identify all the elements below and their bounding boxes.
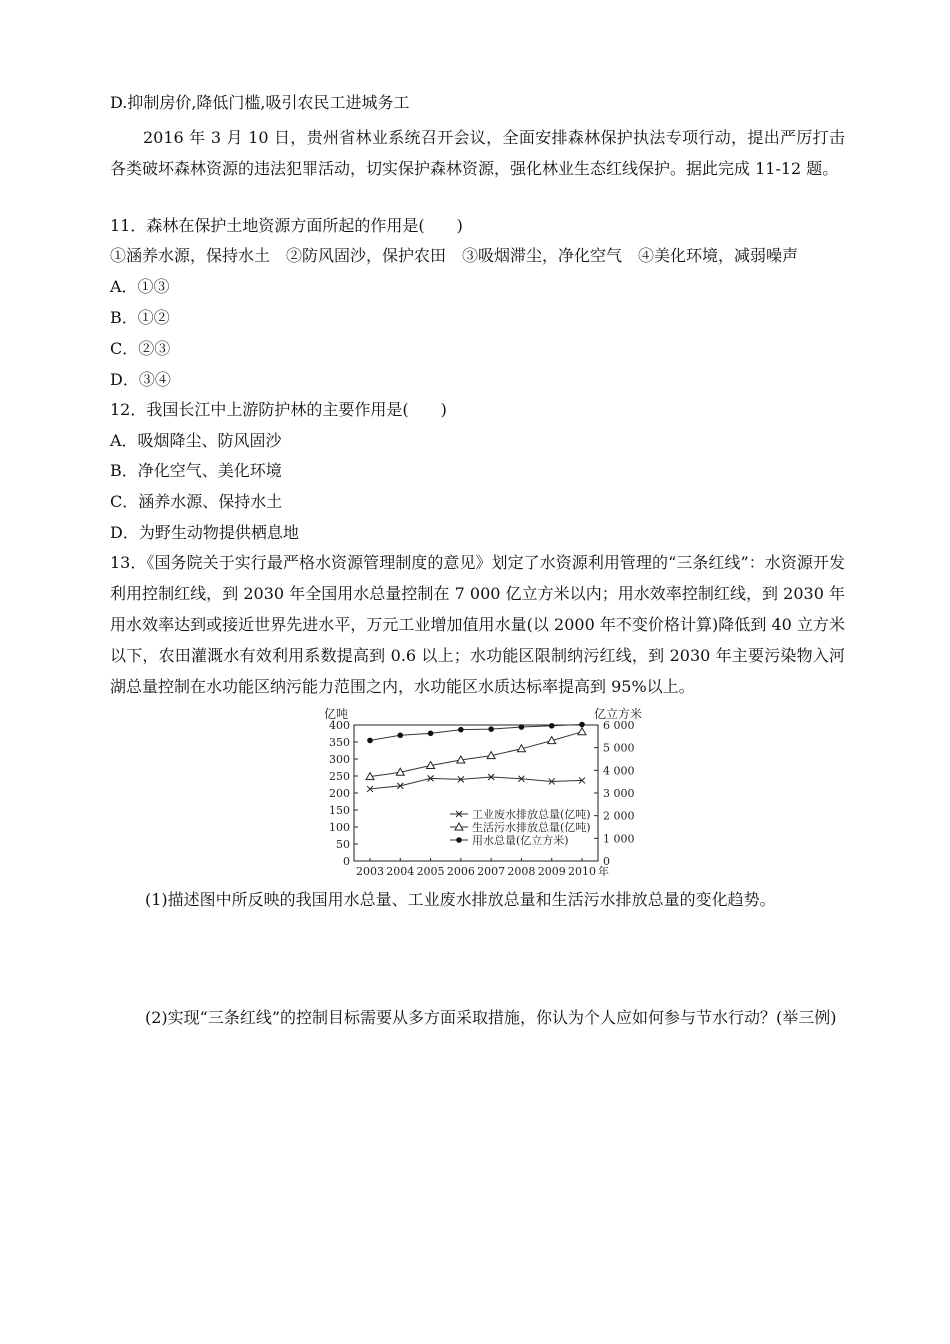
left-tick-label: 350 (329, 736, 350, 749)
q10-option-d: D.抑制房价,降低门槛,吸引农民工进城务工 (110, 93, 410, 112)
q11-stem: 11．森林在保护土地资源方面所起的作用是( ) (110, 216, 463, 235)
q12-option-c: C．涵养水源、保持水土 (110, 492, 283, 511)
q11-option-d: D．③④ (110, 370, 171, 389)
x-tick-label: 2004 (386, 865, 415, 878)
q12-option-d: D．为野生动物提供栖息地 (110, 523, 299, 542)
water-usage-chart (322, 706, 662, 878)
series-3-point (367, 738, 373, 744)
x-tick-label: 2006 (446, 865, 475, 878)
left-tick-label: 0 (343, 855, 350, 868)
x-tick-label: 2005 (416, 865, 445, 878)
q11-statements: ①涵养水源，保持水土 ②防风固沙，保护农田 ③吸烟滞尘，净化空气 ④美化环境，减弱噪声 (110, 246, 799, 265)
right-tick-label: 1 000 (603, 832, 635, 846)
q11-option-c: C．②③ (110, 339, 171, 358)
right-tick-label: 2 000 (603, 809, 635, 823)
series-3-point (397, 732, 403, 738)
series-3-point (579, 722, 585, 728)
left-tick-label: 200 (329, 787, 350, 800)
left-tick-label: 250 (329, 770, 350, 783)
right-tick-label: 3 000 (603, 787, 635, 800)
series-2-point (578, 728, 586, 735)
series-3-point (428, 731, 434, 737)
q12-option-b: B．净化空气、美化环境 (110, 461, 282, 480)
right-tick-label: 5 000 (603, 741, 635, 755)
right-tick-label: 4 000 (603, 764, 635, 778)
q12-option-a: A．吸烟降尘、防风固沙 (110, 431, 282, 450)
x-tick-label: 2008 (507, 865, 536, 878)
x-tick-label: 2009 (537, 865, 566, 878)
left-axis-title: 亿吨 (324, 707, 349, 721)
q13-sub1: (1)描述图中所反映的我国用水总量、工业废水排放总量和生活污水排放总量的变化趋势。 (145, 890, 776, 909)
q12-stem: 12．我国长江中上游防护林的主要作用是( ) (110, 400, 447, 419)
x-tick-label: 2003 (356, 865, 384, 878)
legend-label: 工业废水排放总量(亿吨) (472, 808, 591, 821)
q11-option-a: A．①③ (110, 277, 170, 296)
intro-paragraph: 2016 年 3 月 10 日，贵州省林业系统召开会议，全面安排森林保护执法专项行动，提出严厉打击各类破坏森林资源的违法犯罪活动，切实保护森林资源，强化林业生态红线保护。据此完成 11-12 题。 (110, 128, 845, 178)
q13-sub2: (2)实现“三条红线”的控制目标需要从多方面采取措施，你认为个人应如何参与节水行动？(举三例) (145, 1008, 837, 1027)
left-tick-label: 300 (329, 753, 350, 766)
legend-label: 生活污水排放总量(亿吨) (472, 821, 591, 834)
left-tick-label: 100 (329, 821, 350, 834)
x-tick-label: 2007 (477, 865, 506, 878)
series-3-point (549, 723, 555, 729)
series-3-point (519, 724, 525, 730)
x-axis-suffix: 年 (598, 865, 609, 878)
legend-label: 用水总量(亿立方米) (472, 834, 569, 847)
right-axis-title: 亿立方米 (594, 707, 643, 721)
q13-stem: 13．《国务院关于实行最严格水资源管理制度的意见》划定了水资源利用管理的“三条红线”：水资源开发利用控制红线，到 2030 年全国用水总量控制在 7 000 亿立方米以内；用水效率控制红线，到 2030 年用水效率达到或接近世界先进水平，万元工业增加值用水量(以 2000 年不变价格计算)降低到 40 立方米以下，农田灌溉水有效利用系数提高到 0.6 以上；水功能区限制纳污红线，到 2030 年主要污染物入河湖总量控制在水功能区纳污能力范围之内，水功能区水质达标率提高到 95%以上。 (110, 553, 845, 696)
series-3-point (488, 726, 494, 732)
q11-option-b: B．①② (110, 308, 170, 327)
left-tick-label: 400 (329, 719, 350, 732)
series-3-point (458, 727, 464, 733)
x-tick-label: 2010 (568, 865, 596, 878)
legend-marker (456, 837, 462, 843)
right-tick-label: 6 000 (603, 719, 635, 732)
left-tick-label: 50 (336, 838, 350, 851)
right-tick-label: 0 (603, 855, 610, 868)
left-tick-label: 150 (329, 804, 350, 817)
